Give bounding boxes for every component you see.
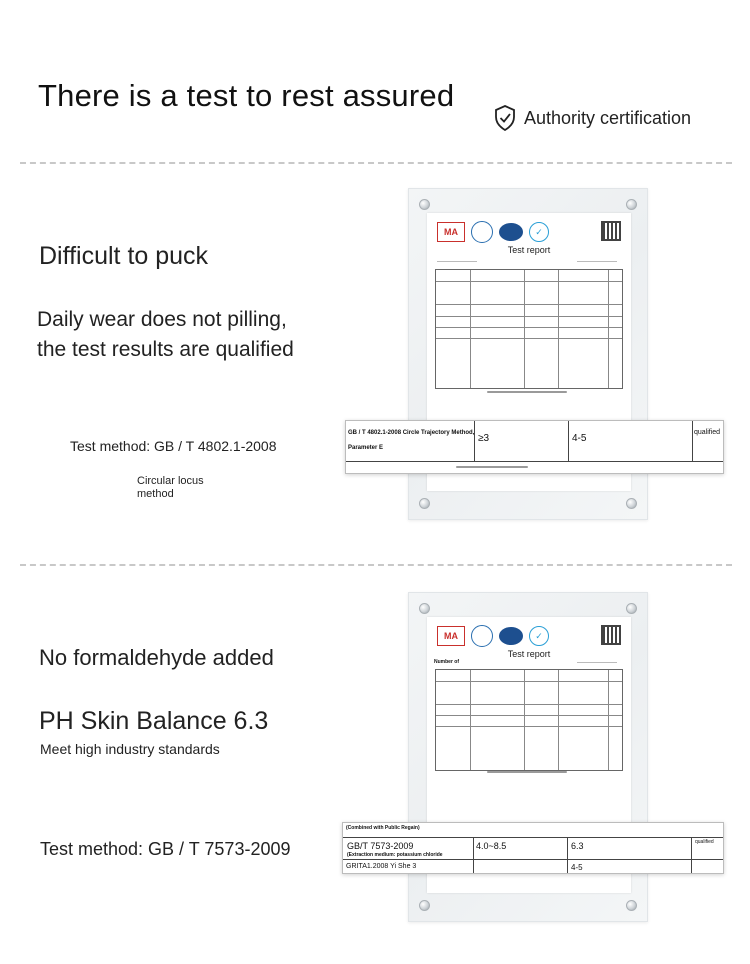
zoom2-row2-method: GRITA1.2008 Yi She 3 [346,863,417,870]
screw [626,603,637,614]
screw [419,498,430,509]
test-report-title: Test report [507,649,551,659]
report-table [435,269,623,389]
screw [419,199,430,210]
section1-method-note-line1: Circular locus [137,475,204,487]
shield-check-icon [494,105,516,131]
doc-line [577,662,617,663]
certification-logos [437,625,549,647]
zoom1-standard-value: ≥3 [478,433,490,444]
ph-balance-title: PH Skin Balance 6.3 [39,707,269,735]
section1-title: Difficult to puck [39,242,209,270]
authority-certification [494,105,691,131]
zoom2-method-sub: (Extraction medium: potassium chloride [347,852,443,858]
zoom1-conclusion: qualified [694,429,721,436]
screw [626,199,637,210]
doc-line [487,391,567,393]
zoom-strip-2 [342,822,724,874]
section2-title: No formaldehyde added [39,645,274,670]
doc-line [577,261,617,262]
zoom2-row2-value: 4-5 [571,863,583,872]
page-headline: There is a test to rest assured [38,78,455,113]
check-logo: ✓ [529,222,549,242]
screw [419,603,430,614]
doc-line [456,466,528,468]
screw [419,900,430,911]
zoom1-method-line2: Parameter E [348,445,384,451]
zoom2-conclusion: qualified [695,839,714,845]
qr-code-icon [601,221,621,241]
ilac-logo [471,221,493,243]
section1-test-method: Test method: GB / T 4802.1-2008 [70,438,277,454]
report-number-label: Number of [434,659,459,665]
zoom2-result-value: 6.3 [571,841,584,851]
ma-logo: MA [437,222,465,242]
certification-logos [437,221,549,243]
qr-code-icon [601,625,621,645]
ph-balance-subtitle: Meet high industry standards [40,741,220,757]
zoom2-method: GB/T 7573-2009 [347,841,414,851]
authority-certification-label: Authority certification [524,107,692,128]
zoom-strip-1 [345,420,724,474]
section1-method-note-line2: method [137,488,174,500]
cnas-logo [499,627,523,645]
report-table [435,669,623,771]
section2-test-method: Test method: GB / T 7573-2009 [40,839,291,859]
screw [626,498,637,509]
check-logo: ✓ [529,626,549,646]
doc-line [487,771,567,773]
section1-desc-line1: Daily wear does not pilling, [37,308,287,331]
test-report-title: Test report [507,245,551,255]
zoom1-method-line1: GB / T 4802.1-2008 Circle Trajectory Method, [348,430,475,436]
section-divider [20,564,732,566]
doc-line [437,261,477,262]
section-divider [20,162,732,164]
zoom2-top-label: (Combined with Public Regain) [346,825,420,831]
zoom1-result-value: 4-5 [572,433,587,444]
cnas-logo [499,223,523,241]
ilac-logo [471,625,493,647]
ma-logo: MA [437,626,465,646]
section1-desc-line2: the test results are qualified [37,338,294,361]
zoom2-standard-value: 4.0~8.5 [476,841,507,851]
screw [626,900,637,911]
